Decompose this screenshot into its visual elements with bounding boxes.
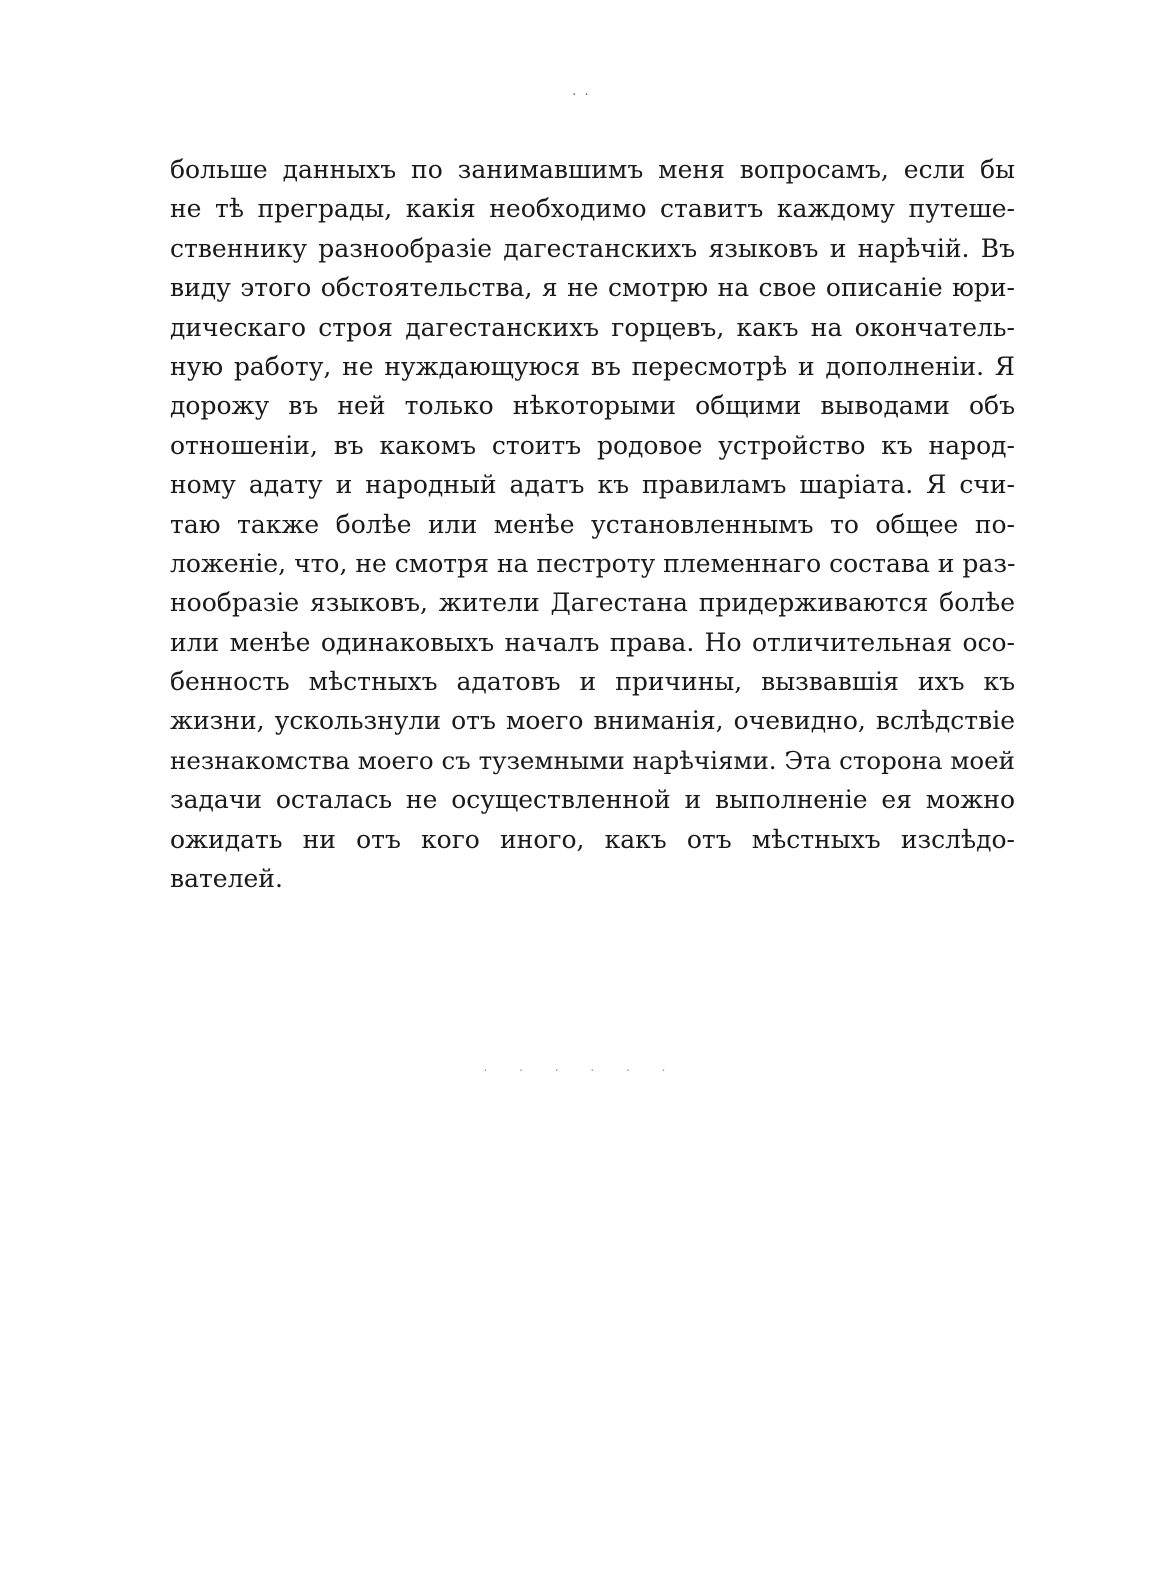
text-line: таю также болѣе или менѣе установленнымъ то общее по-: [170, 509, 1015, 539]
text-line: ожидать ни отъ кого иного, какъ отъ мѣстныхъ изслѣдо-: [170, 824, 1015, 854]
text-line: жизни, ускользнули отъ моего вниманія, очевидно, вслѣдствіе: [170, 706, 1015, 736]
text-line: бенность мѣстныхъ адатовъ и причины, вызвавшія ихъ къ: [170, 667, 1015, 697]
body-text: [170, 150, 1015, 898]
text-line: ложеніе, что, не смотря на пестроту племеннаго состава и раз-: [170, 548, 1016, 578]
text-line: виду этого обстоятельства, я не смотрю на свое описаніе юри-: [170, 273, 1015, 303]
text-line: ственнику разнообразіе дагестанскихъ языковъ и нарѣчій. Въ: [170, 233, 1015, 263]
text-line: не тѣ преграды, какія необходимо ставитъ каждому путеше-: [170, 194, 1015, 224]
text-line: ную работу, не нуждающуюся въ пересмотрѣ и дополненіи. Я: [170, 351, 1015, 381]
text-line: незнакомства моего съ туземными нарѣчіями. Эта сторона моей: [170, 745, 1015, 775]
text-line: ному адату и народный адатъ къ правиламъ шаріата. Я счи-: [170, 470, 1015, 500]
page-number: . .: [572, 84, 591, 99]
text-line: нообразіе языковъ, жители Дагестана придерживаются болѣе: [170, 588, 1015, 618]
text-line: дорожу въ ней только нѣкоторыми общими выводами объ: [170, 391, 1015, 421]
section-separator: . . . . . .: [483, 1060, 680, 1074]
text-line: или менѣе одинаковыхъ началъ права. Но отличительная осо-: [170, 627, 1015, 657]
text-line: дическаго строя дагестанскихъ горцевъ, какъ на окончатель-: [170, 312, 1015, 342]
text-line-last: вателей.: [170, 864, 283, 894]
text-line: отношеніи, въ какомъ стоитъ родовое устройство къ народ-: [170, 430, 1015, 460]
text-line: задачи осталась не осуществленной и выполненіе ея можно: [170, 785, 1015, 815]
text-line: больше данныхъ по занимавшимъ меня вопросамъ, если бы: [170, 155, 1015, 184]
